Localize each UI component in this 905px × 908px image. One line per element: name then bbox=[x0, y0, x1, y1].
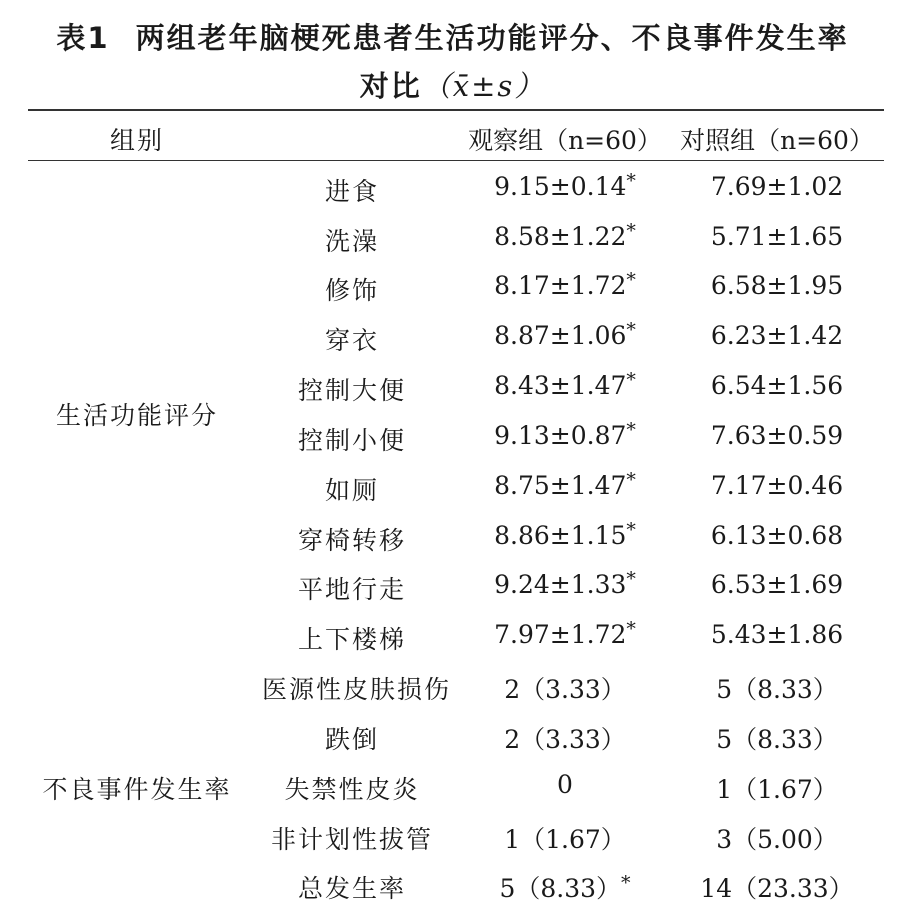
row-item: 修饰 bbox=[324, 276, 379, 305]
row-control: 3（5.00） bbox=[716, 825, 838, 854]
row-item: 洗澡 bbox=[324, 227, 379, 256]
row-control: 6.54±1.56 bbox=[710, 371, 844, 400]
obs-value: 8.86±1.15 bbox=[494, 521, 627, 550]
row-observation bbox=[465, 321, 665, 350]
section-label: 生活功能评分 bbox=[55, 401, 218, 430]
row-control: 1（1.67） bbox=[716, 775, 838, 804]
significance-mark: * bbox=[626, 519, 636, 541]
obs-value: 9.24±1.33 bbox=[494, 570, 627, 599]
significance-mark: * bbox=[626, 220, 636, 242]
table-title-line2 bbox=[0, 64, 905, 105]
row-item: 跌倒 bbox=[324, 725, 379, 754]
row-observation bbox=[465, 371, 665, 400]
row-observation bbox=[465, 770, 665, 799]
row-control: 7.69±1.02 bbox=[710, 172, 844, 201]
row-item: 平地行走 bbox=[297, 575, 406, 604]
row-control: 5（8.33） bbox=[716, 725, 838, 754]
header-rule bbox=[28, 160, 884, 161]
obs-value: 7.97±1.72 bbox=[494, 620, 627, 649]
obs-value: 1（1.67） bbox=[504, 825, 626, 854]
obs-value: 8.58±1.22 bbox=[494, 222, 627, 251]
obs-value: 2（3.33） bbox=[504, 725, 626, 754]
obs-value: 8.87±1.06 bbox=[494, 321, 627, 350]
row-item: 医源性皮肤损伤 bbox=[262, 675, 452, 704]
table-title-text: 两组老年脑梗死患者生活功能评分、不良事件发生率 bbox=[135, 21, 849, 55]
table-number: 表1 bbox=[56, 21, 110, 55]
row-item: 如厕 bbox=[324, 476, 379, 505]
row-control: 6.23±1.42 bbox=[710, 321, 844, 350]
obs-value: 8.17±1.72 bbox=[494, 271, 627, 300]
row-item: 控制小便 bbox=[297, 426, 406, 455]
row-item: 非计划性拔管 bbox=[270, 825, 433, 854]
title-formula: （x̄±s） bbox=[421, 69, 546, 103]
row-observation bbox=[465, 620, 665, 649]
significance-mark: * bbox=[626, 269, 636, 291]
header-observation: 观察组（n=60） bbox=[468, 126, 662, 155]
significance-mark: * bbox=[621, 872, 631, 894]
row-control: 6.13±0.68 bbox=[710, 521, 844, 550]
header-group: 组别 bbox=[109, 126, 164, 155]
significance-mark: * bbox=[626, 369, 636, 391]
row-control: 7.63±0.59 bbox=[710, 421, 844, 450]
row-item: 总发生率 bbox=[297, 874, 406, 903]
obs-value: 5（8.33） bbox=[499, 874, 622, 903]
row-control: 6.53±1.69 bbox=[710, 570, 844, 599]
row-item: 穿椅转移 bbox=[297, 526, 406, 555]
row-observation bbox=[465, 421, 665, 450]
obs-value: 9.13±0.87 bbox=[494, 421, 627, 450]
significance-mark: * bbox=[626, 170, 636, 192]
header-control: 对照组（n=60） bbox=[680, 126, 874, 155]
row-observation bbox=[465, 172, 665, 201]
row-observation bbox=[465, 869, 665, 905]
obs-value: 9.15±0.14 bbox=[494, 172, 627, 201]
obs-value: 8.75±1.47 bbox=[494, 471, 627, 500]
obs-value: 0 bbox=[557, 770, 573, 799]
row-item: 控制大便 bbox=[297, 376, 406, 405]
row-control: 5.71±1.65 bbox=[710, 222, 844, 251]
row-observation bbox=[465, 521, 665, 550]
row-observation bbox=[465, 720, 665, 756]
row-observation bbox=[465, 670, 665, 706]
row-observation bbox=[465, 570, 665, 599]
significance-mark: * bbox=[626, 469, 636, 491]
section-label: 不良事件发生率 bbox=[42, 775, 232, 804]
row-control: 6.58±1.95 bbox=[710, 271, 844, 300]
row-observation bbox=[465, 820, 665, 856]
row-control: 5.43±1.86 bbox=[710, 620, 844, 649]
significance-mark: * bbox=[626, 568, 636, 590]
row-item: 穿衣 bbox=[324, 326, 379, 355]
obs-value: 2（3.33） bbox=[504, 675, 626, 704]
row-control: 7.17±0.46 bbox=[710, 471, 844, 500]
obs-value: 8.43±1.47 bbox=[494, 371, 627, 400]
row-observation bbox=[465, 271, 665, 300]
table-title-prefix: 对比 bbox=[359, 69, 422, 103]
top-rule bbox=[28, 109, 884, 111]
row-item: 进食 bbox=[324, 177, 379, 206]
row-control: 5（8.33） bbox=[716, 675, 838, 704]
row-item: 上下楼梯 bbox=[297, 625, 406, 654]
row-observation bbox=[465, 222, 665, 251]
row-item: 失禁性皮炎 bbox=[284, 775, 420, 804]
row-control: 14（23.33） bbox=[700, 874, 854, 903]
row-observation bbox=[465, 471, 665, 500]
significance-mark: * bbox=[626, 319, 636, 341]
significance-mark: * bbox=[626, 419, 636, 441]
significance-mark: * bbox=[626, 618, 636, 640]
table-title bbox=[0, 16, 905, 57]
